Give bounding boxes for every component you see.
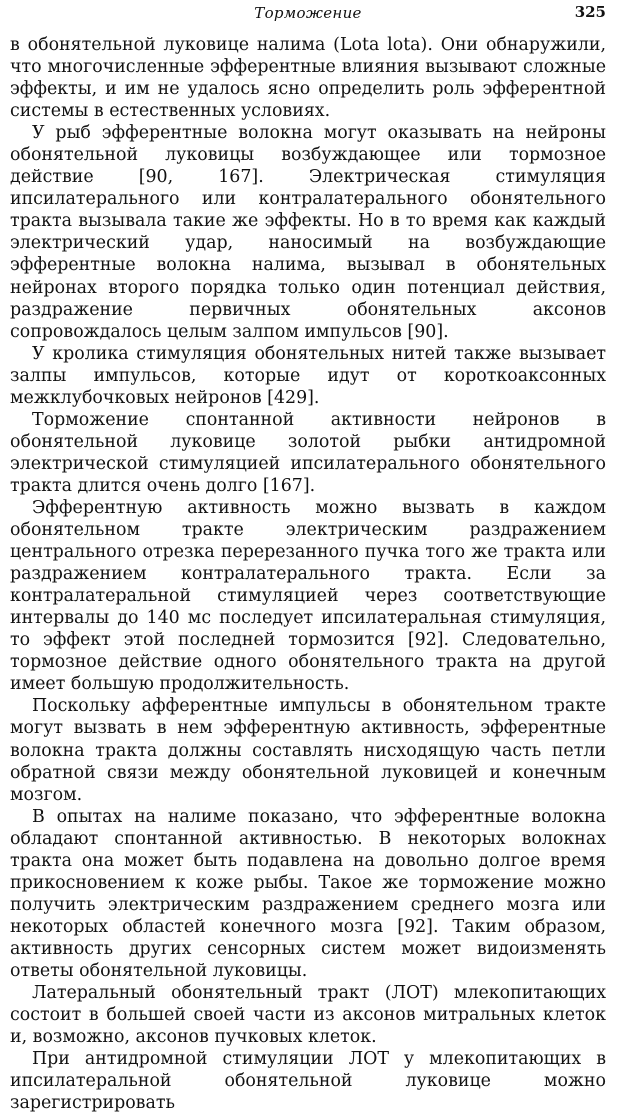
paragraph: В опытах на налиме показано, что эфферентные волокна обладают спонтанной активностью. В некоторых волокнах тракта она может быть подавлена на довольно долгое время прикосновением к коже рыбы. Такое же торможение можно получить электрическим раздражением среднего мозга или некоторых областей конечного мозга [92]. Таким образом, активность других сенсорных систем может видоизменять ответы обонятельной луковицы. [10,806,606,981]
paragraph: При антидромной стимуляции ЛОТ у млекопитающих в ипсилатеральной обонятельной луковице можно зарегистрировать [10,1049,606,1114]
page-number: 325 [574,3,606,21]
body-text [10,34,606,1114]
paragraph: Латеральный обонятельный тракт (ЛОТ) млекопитающих состоит в большей своей части из аксонов митральных клеток и, возможно, аксонов пучковых клеток. [10,983,606,1048]
paragraph: Торможение спонтанной активности нейронов в обонятельной луковице золотой рыбки антидромной электрической стимуляцией ипсилатерального обонятельного тракта длится очень долго [167]. [10,409,606,496]
paragraph: У рыб эфферентные волокна могут оказывать на нейроны обонятельной луковицы возбуждающее или тормозное действие [90, 167]. Электрическая стимуляция ипсилатерального или контралатерального обонятельного тракта вызывала такие же эффекты. Но в то время как каждый электрический удар, наносимый на возбуждающие эфферентные волокна налима, вызывал в обонятельных нейронах второго порядка только один потенциал действия, раздражение первичных обонятельных аксонов сопровождалось целым залпом импульсов [90]. [10,123,606,342]
paragraph: в обонятельной луковице налима (Lota lota). Они обнаружили, что многочисленные эфферентные влияния вызывают сложные эффекты, и им не удалось ясно определить роль эфферентной системы в естественных условиях. [10,35,606,122]
paragraph: У кролика стимуляция обонятельных нитей также вызывает залпы импульсов, которые идут от короткоаксонных межклубочковых нейронов [429]. [10,343,606,408]
paragraph: Эфферентную активность можно вызвать в каждом обонятельном тракте электрическим раздражением центрального отрезка перерезанного пучка того же тракта или раздражением контралатерального тракта. Если за контралатеральной стимуляцией через соответствующие интервалы до 140 мс последует ипсилатеральная стимуляция, то эффект этой последней тормозится [92]. Следовательно, тормозное действие одного обонятельного тракта на другой имеет большую продолжительность. [10,497,606,695]
running-head [10,0,606,34]
paragraph: Поскольку афферентные импульсы в обонятельном тракте могут вызвать в нем эфферентную активность, эфферентные волокна тракта должны составлять нисходящую часть петли обратной связи между обонятельной луковицей и конечным мозгом. [10,696,606,805]
running-title: Торможение [254,4,362,22]
